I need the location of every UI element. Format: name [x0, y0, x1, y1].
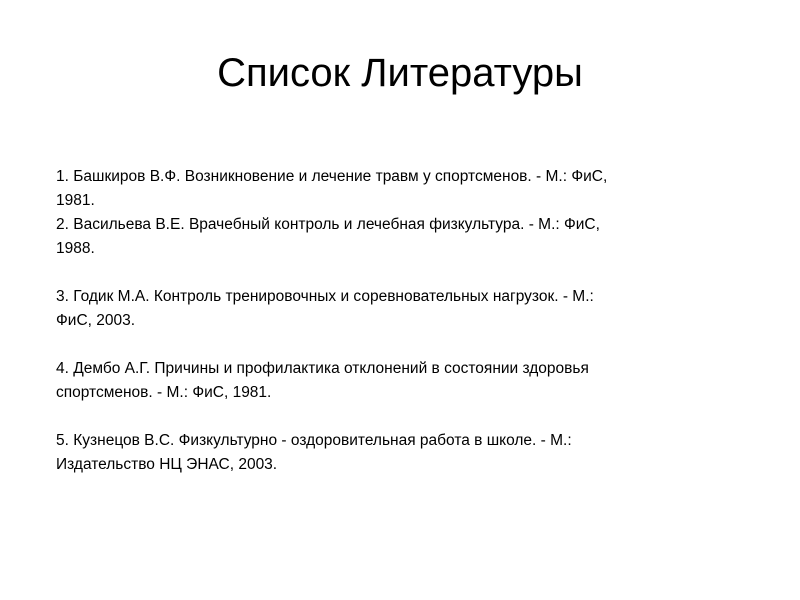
reference-number: 1.: [56, 168, 69, 185]
reference-line: [56, 165, 756, 189]
reference-line: ФиС, 2003.: [56, 312, 136, 329]
reference-number: 5.: [56, 432, 69, 449]
reference-line: спортсменов. - М.: ФиС, 1981.: [56, 384, 272, 401]
slide-title: Список Литературы: [217, 51, 583, 95]
reference-line: [56, 357, 756, 381]
reference-text: Годик М.А. Контроль тренировочных и соревновательных нагрузок. - М.:: [73, 288, 594, 305]
reference-number: 4.: [56, 360, 69, 377]
reference-line: [56, 429, 756, 453]
reference-line: Издательство НЦ ЭНАС, 2003.: [56, 456, 278, 473]
reference-line: [56, 285, 756, 309]
reference-line: 1981.: [56, 192, 95, 209]
reference-item-2: [56, 213, 756, 261]
reference-list: [56, 165, 756, 477]
reference-line: 1988.: [56, 240, 95, 257]
reference-text: Дембо А.Г. Причины и профилактика отклонений в состоянии здоровья: [73, 360, 589, 377]
reference-line: [56, 213, 756, 237]
reference-item-1: [56, 165, 756, 213]
reference-text: Васильева В.Е. Врачебный контроль и лечебная физкультура. - М.: ФиС,: [73, 216, 600, 233]
reference-number: 3.: [56, 288, 69, 305]
reference-item-5: [56, 429, 756, 477]
reference-text: Башкиров В.Ф. Возникновение и лечение травм у спортсменов. - М.: ФиС,: [73, 168, 608, 185]
reference-text: Кузнецов В.С. Физкультурно - оздоровительная работа в школе. - М.:: [73, 432, 572, 449]
reference-item-4: [56, 357, 756, 405]
reference-item-3: [56, 285, 756, 333]
reference-number: 2.: [56, 216, 69, 233]
